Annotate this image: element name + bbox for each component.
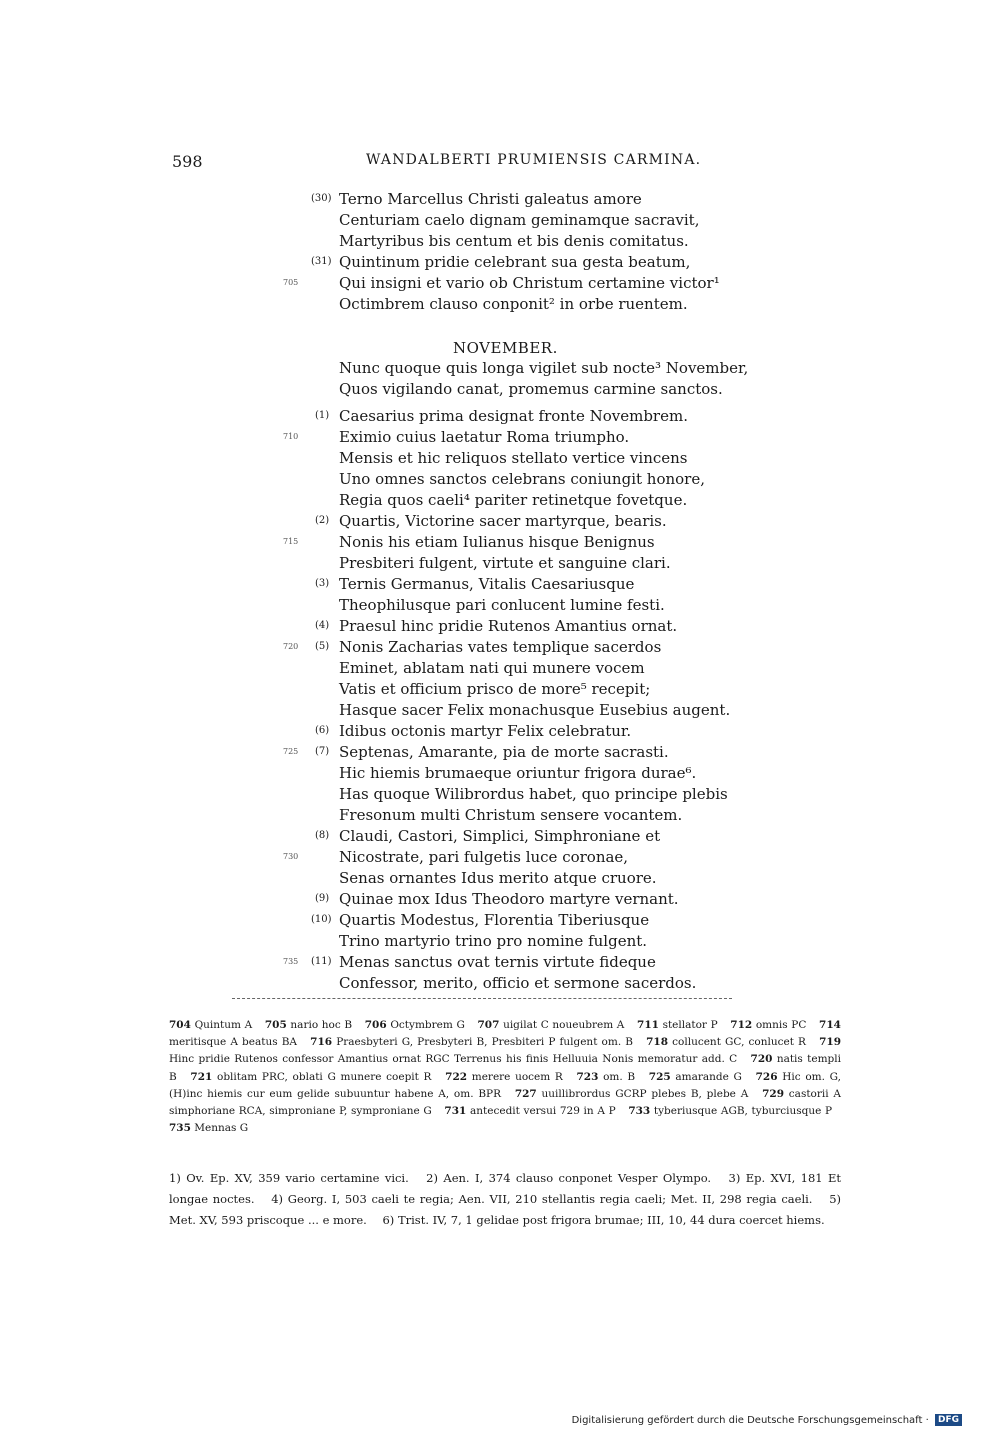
apparatus-text: oblitam PRC, oblati G munere coepit R xyxy=(217,1070,432,1083)
line-number: 720 xyxy=(283,642,299,651)
line-number: 710 xyxy=(283,432,299,441)
apparatus-text: om. B xyxy=(603,1070,636,1083)
apparatus-text: Hic om. G, (H)inc hiemis cur eum gelide subuuntur habene A, om. BPR xyxy=(169,1070,841,1100)
apparatus-line-number: 706 xyxy=(364,1019,387,1031)
verse-line: Caesarius prima designat fronte Novembrem. xyxy=(339,407,688,425)
apparatus-entry xyxy=(190,1071,431,1083)
apparatus-text: merere uocem R xyxy=(471,1070,563,1083)
verse-line: Qui insigni et vario ob Christum certamine victor¹ xyxy=(339,274,720,292)
footnote-text: Aen. I, 374 clauso conponet Vesper Olympo. xyxy=(443,1171,712,1185)
verse-line: Quos vigilando canat, promemus carmine sanctos. xyxy=(339,380,723,398)
day-marker: (10) xyxy=(311,914,332,925)
day-marker: (11) xyxy=(311,956,332,967)
apparatus-line-number: 733 xyxy=(628,1105,651,1118)
apparatus-text: castorii A simphoriane RCA, simproniane P, symproniane G xyxy=(169,1087,841,1118)
footnote-number: 1) xyxy=(169,1171,181,1185)
verse-line: Ternis Germanus, Vitalis Caesariusque xyxy=(339,575,635,593)
apparatus-text: amarande G xyxy=(675,1070,742,1083)
verse-line: Octimbrem clauso conponit² in orbe ruentem. xyxy=(339,295,688,313)
apparatus-entry xyxy=(365,1019,465,1031)
apparatus-line-number: 720 xyxy=(750,1053,773,1066)
day-marker: (3) xyxy=(315,578,330,589)
verse-line: Martyribus bis centum et bis denis comitatus. xyxy=(339,232,689,250)
line-number: 725 xyxy=(283,747,299,756)
line-number: 705 xyxy=(283,278,299,287)
apparatus-line-number: 725 xyxy=(648,1070,671,1083)
apparatus-text: Mennas G xyxy=(194,1122,249,1135)
apparatus-line-number: 705 xyxy=(264,1019,287,1031)
apparatus-text: collucent GC, conlucet R xyxy=(672,1036,806,1049)
verse-line: Hic hiemis brumaeque oriuntur frigora durae⁶. xyxy=(339,764,697,782)
verse-line: Nonis his etiam Iulianus hisque Benignus xyxy=(339,533,655,551)
footnote-text: Trist. IV, 7, 1 gelidae post frigora brumae; III, 10, 44 dura coercet hiems. xyxy=(397,1213,825,1227)
apparatus-entry xyxy=(649,1071,742,1083)
footnote-number: 5) xyxy=(829,1192,841,1206)
apparatus-text: Octymbrem G xyxy=(390,1019,465,1031)
apparatus-line-number: 719 xyxy=(819,1036,841,1049)
verse-line: Terno Marcellus Christi galeatus amore xyxy=(339,190,642,208)
verse-line: Senas ornantes Idus merito atque cruore. xyxy=(339,869,657,887)
apparatus-text: natis templi B xyxy=(169,1053,841,1083)
critical-apparatus xyxy=(169,1017,841,1137)
footnote-text: Ov. Ep. XV, 359 vario certamine vici. xyxy=(186,1171,409,1185)
verse-line: Mensis et hic reliquos stellato vertice vincens xyxy=(339,449,688,467)
apparatus-entry xyxy=(169,1122,248,1134)
verse-line: Regia quos caeli⁴ pariter retinetque fovetque. xyxy=(339,491,688,509)
apparatus-line-number: 712 xyxy=(730,1019,753,1031)
apparatus-text: tyberiusque AGB, tyburciusque P xyxy=(653,1105,833,1118)
footnote-number: 6) xyxy=(382,1213,395,1227)
footnote xyxy=(426,1171,711,1185)
verse-line: Theophilusque pari conlucent lumine festi. xyxy=(339,596,665,614)
verse-line: Fresonum multi Christum sensere vocantem. xyxy=(339,806,683,824)
verse-line: Eximio cuius laetatur Roma triumpho. xyxy=(339,428,630,446)
apparatus-line-number: 729 xyxy=(762,1087,784,1100)
day-marker: (4) xyxy=(315,620,330,631)
verse-line: Quartis Modestus, Florentia Tiberiusque xyxy=(339,911,650,929)
footnote xyxy=(382,1213,824,1227)
verse-line: Quinae mox Idus Theodoro martyre vernant. xyxy=(339,890,679,908)
verse-line: Nunc quoque quis longa vigilet sub nocte³ November, xyxy=(339,359,749,377)
verse-line: Confessor, merito, officio et sermone sacerdos. xyxy=(339,974,697,992)
verse-line: Idibus octonis martyr Felix celebratur. xyxy=(339,722,632,740)
footnote-number: 4) xyxy=(271,1192,284,1206)
apparatus-entry xyxy=(478,1019,625,1031)
verse-line: Vatis et officium prisco de more⁵ recepit; xyxy=(339,680,651,698)
day-marker: (30) xyxy=(311,193,332,204)
line-number: 735 xyxy=(283,957,299,966)
apparatus-text: Praesbyteri G, Presbyteri B, Presbiteri P fulgent om. B xyxy=(336,1036,633,1049)
apparatus-entry xyxy=(515,1088,748,1100)
footnote-text: Georg. I, 503 caeli te regia; Aen. VII, 210 stellantis regia caeli; Met. II, 298 regia caeli. xyxy=(287,1192,813,1206)
verse-line: Claudi, Castori, Simplici, Simphroniane et xyxy=(339,827,661,845)
apparatus-entry xyxy=(169,1019,252,1031)
apparatus-entry xyxy=(310,1036,633,1048)
apparatus-line-number: 704 xyxy=(169,1019,191,1031)
line-number: 730 xyxy=(283,852,299,861)
line-number: 715 xyxy=(283,537,299,546)
apparatus-line-number: 707 xyxy=(477,1019,500,1031)
apparatus-line-number: 726 xyxy=(755,1070,778,1083)
apparatus-line-number: 735 xyxy=(169,1122,191,1135)
footnote-text: Ep. XVI, 181 Et longae noctes. xyxy=(169,1171,841,1206)
apparatus-entry xyxy=(628,1105,832,1117)
apparatus-line-number: 711 xyxy=(637,1019,659,1031)
verse-line: Presbiteri fulgent, virtute et sanguine clari. xyxy=(339,554,671,572)
apparatus-text: nario hoc B xyxy=(290,1019,353,1031)
apparatus-line-number: 721 xyxy=(190,1070,213,1083)
section-title: NOVEMBER. xyxy=(453,339,558,357)
apparatus-text: Hinc pridie Rutenos confessor Amantius ornat RGC Terrenus his finis Helluuia Nonis memoratur add. C xyxy=(169,1053,738,1066)
apparatus-line-number: 731 xyxy=(444,1105,467,1118)
apparatus-line-number: 723 xyxy=(576,1070,599,1083)
day-marker: (9) xyxy=(315,893,330,904)
verse-line: Centuriam caelo dignam geminamque sacravit, xyxy=(339,211,700,229)
verse-line: Menas sanctus ovat ternis virtute fideque xyxy=(339,953,656,971)
verse-line: Nicostrate, pari fulgetis luce coronae, xyxy=(339,848,629,866)
apparatus-line-number: 718 xyxy=(646,1036,669,1049)
apparatus-text: omnis PC xyxy=(755,1019,807,1031)
verse-line: Uno omnes sanctos celebrans coniungit honore, xyxy=(339,470,705,488)
footnote-number: 3) xyxy=(728,1171,741,1185)
apparatus-entry xyxy=(445,1071,563,1083)
verse-line: Nonis Zacharias vates templique sacerdos xyxy=(339,638,662,656)
apparatus-entry xyxy=(444,1105,615,1117)
apparatus-entry xyxy=(730,1019,806,1031)
day-marker: (1) xyxy=(315,410,330,421)
page-number: 598 xyxy=(172,152,203,171)
verse-line: Eminet, ablatam nati qui munere vocem xyxy=(339,659,645,677)
verse-line: Hasque sacer Felix monachusque Eusebius augent. xyxy=(339,701,731,719)
footnote xyxy=(169,1171,409,1185)
apparatus-line-number: 716 xyxy=(310,1036,333,1049)
apparatus-entry xyxy=(576,1071,635,1083)
running-head: WANDALBERTI PRUMIENSIS CARMINA. xyxy=(366,152,702,168)
dfg-logo: DFG xyxy=(935,1414,962,1426)
apparatus-line-number: 722 xyxy=(445,1070,468,1083)
apparatus-text: antecedit versui 729 in A P xyxy=(470,1105,616,1118)
day-marker: (7) xyxy=(315,746,330,757)
apparatus-text: Quintum A xyxy=(194,1019,253,1031)
verse-line: Quintinum pridie celebrant sua gesta beatum, xyxy=(339,253,691,271)
footnote-number: 2) xyxy=(426,1171,438,1185)
apparatus-entry xyxy=(265,1019,352,1031)
credit-text: Digitalisierung gefördert durch die Deutsche Forschungsgemeinschaft · xyxy=(571,1415,929,1426)
day-marker: (6) xyxy=(315,725,330,736)
apparatus-line-number: 714 xyxy=(819,1019,841,1031)
apparatus-line-number: 727 xyxy=(514,1087,537,1100)
verse-line: Has quoque Wilibrordus habet, quo principe plebis xyxy=(339,785,728,803)
day-marker: (2) xyxy=(315,515,330,526)
footnotes xyxy=(169,1168,841,1231)
apparatus-entry xyxy=(637,1019,718,1031)
day-marker: (5) xyxy=(315,641,330,652)
verse-line: Septenas, Amarante, pia de morte sacrasti. xyxy=(339,743,669,761)
footnote-rule xyxy=(232,998,732,999)
apparatus-text: stellator P xyxy=(662,1019,718,1031)
footnote-text: Met. XV, 593 priscoque ... e more. xyxy=(169,1213,367,1227)
verse-line: Trino martyrio trino pro nomine fulgent. xyxy=(339,932,648,950)
apparatus-entry xyxy=(646,1036,806,1048)
apparatus-text: uuillibrordus GCRP plebes B, plebe A xyxy=(541,1087,749,1100)
apparatus-text: uigilat C noueubrem A xyxy=(503,1019,625,1031)
day-marker: (31) xyxy=(311,256,332,267)
verse-line: Quartis, Victorine sacer martyrque, bearis. xyxy=(339,512,667,530)
verse-line: Praesul hinc pridie Rutenos Amantius ornat. xyxy=(339,617,678,635)
digitization-credit xyxy=(572,1414,962,1426)
footnote xyxy=(271,1192,812,1206)
apparatus-text: meritisque A beatus BA xyxy=(169,1036,298,1049)
day-marker: (8) xyxy=(315,830,330,841)
